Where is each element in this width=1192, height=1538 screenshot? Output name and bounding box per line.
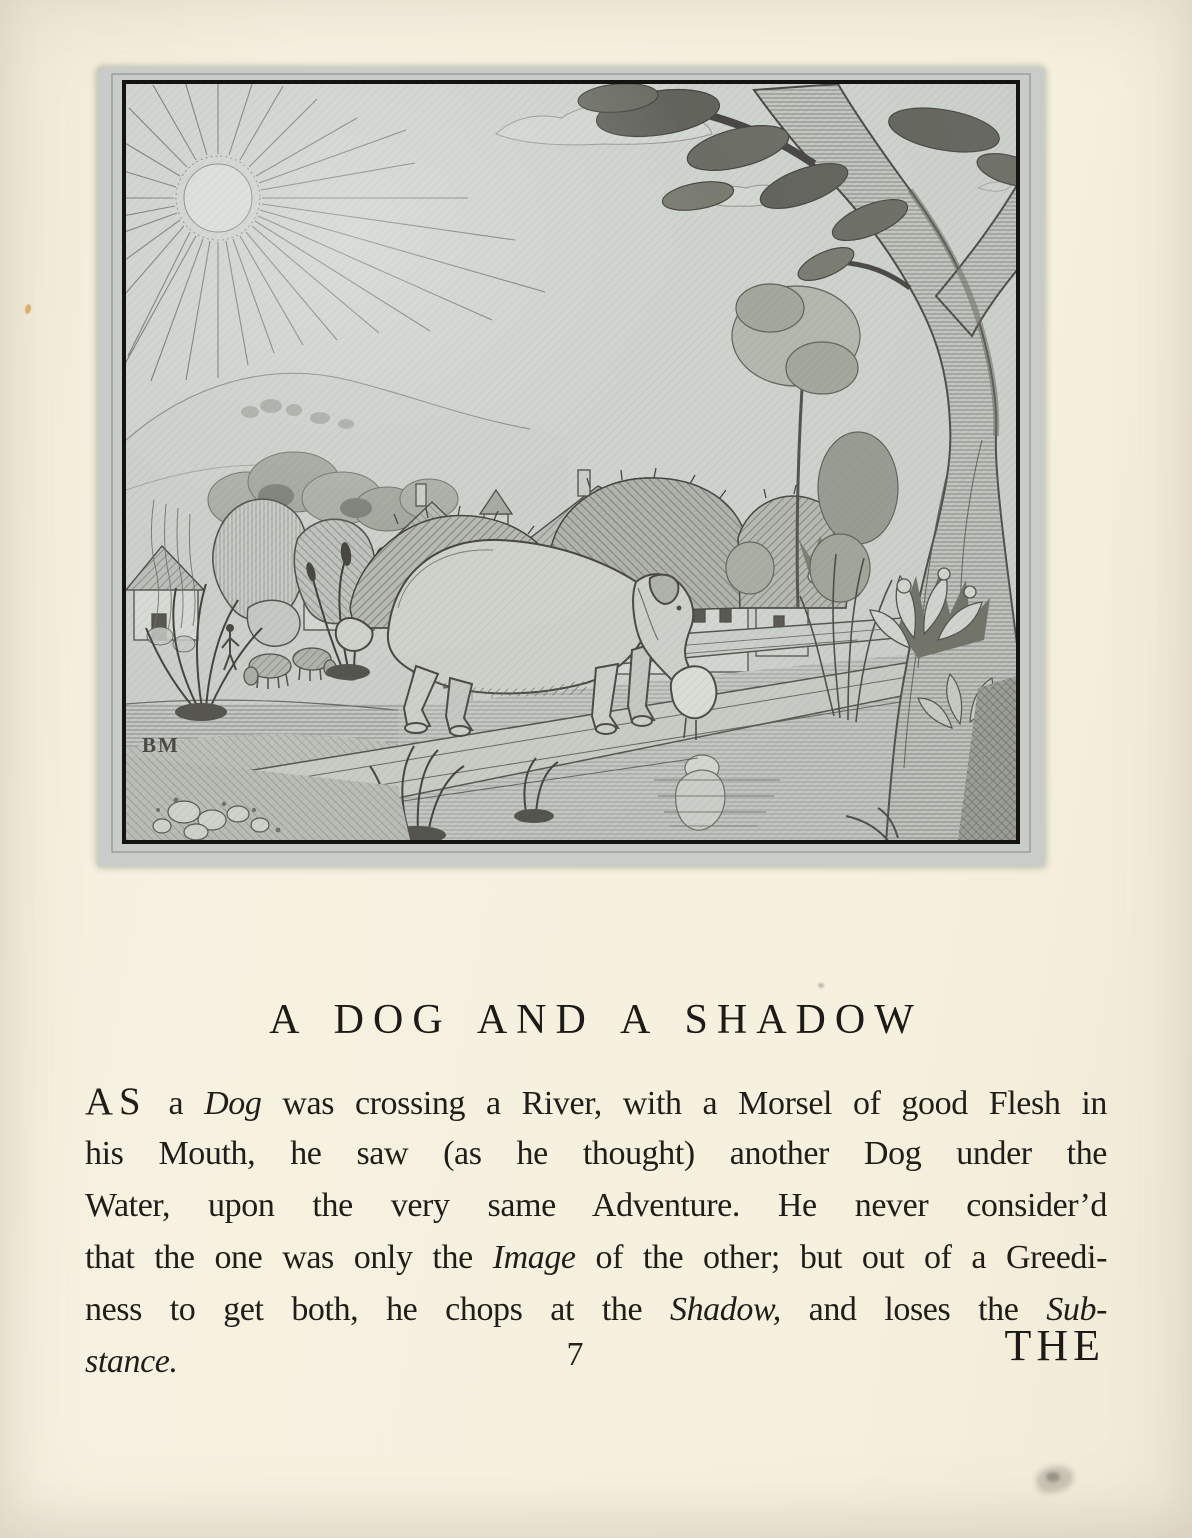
ink-smudge-core — [1046, 1472, 1060, 1482]
text-line: his Mouth, he saw (as he thought) another Dog under the — [85, 1135, 1107, 1172]
paper-speck — [24, 303, 32, 314]
engraving-plate — [98, 68, 1044, 866]
engraving-illustration — [98, 68, 1044, 866]
text-line: ness to get both, he chops at the Shadow, and loses the Sub- — [85, 1291, 1107, 1328]
fable-title: A DOG AND A SHADOW — [269, 997, 923, 1043]
text-line: AS a Dog was crossing a River, with a Morsel of good Flesh in — [85, 1080, 1107, 1123]
text-line: that the one was only the Image of the other; but out of a Greedi- — [85, 1239, 1107, 1276]
catchword: THE — [1004, 1321, 1105, 1370]
paper-speck — [818, 983, 824, 988]
text-line: Water, upon the very same Adventure. He never consider’d — [85, 1187, 1107, 1224]
text-line: stance. — [85, 1343, 178, 1380]
page-number: 7 — [566, 1336, 584, 1373]
